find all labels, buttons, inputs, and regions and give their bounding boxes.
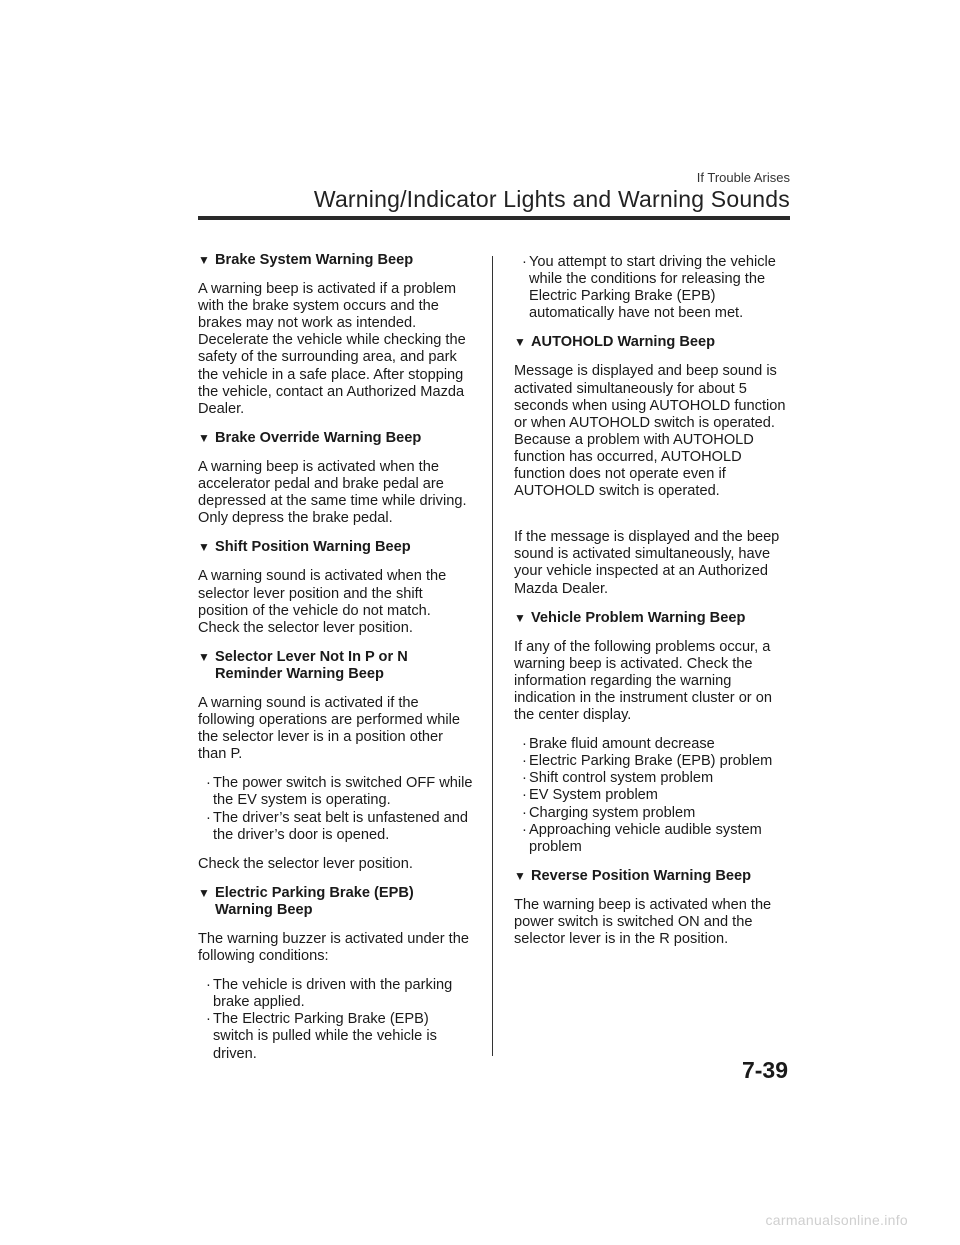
list-item bbox=[520, 736, 789, 753]
list-item-text: You attempt to start driving the vehicle while the conditions for releasing the Electric Parking Brake (EPB) automatically have not been met. bbox=[529, 254, 776, 322]
heading-text: Shift Position Warning Beep bbox=[215, 539, 411, 556]
heading-text: Electric Parking Brake (EPB) Warning Beep bbox=[215, 884, 414, 918]
paragraph: If any of the following problems occur, a warning beep is activated. Check the information regarding the warning indication in the instrument cluster or on the center display. bbox=[514, 638, 772, 724]
heading-text: Selector Lever Not In P or N Reminder Warning Beep bbox=[215, 648, 408, 682]
triangle-down-icon: ▼ bbox=[198, 430, 210, 445]
bullet-dot: · bbox=[206, 809, 211, 826]
list-item bbox=[520, 254, 789, 322]
paragraph: The warning beep is activated when the power switch is switched ON and the selector lever is in the R position. bbox=[514, 896, 772, 948]
list-item-text: The Electric Parking Brake (EPB) switch is pulled while the vehicle is driven. bbox=[213, 1011, 437, 1062]
list-item-text: EV System problem bbox=[529, 787, 658, 804]
paragraph: Because a problem with AUTOHOLD function has occurred, AUTOHOLD function does not operate even if AUTOHOLD switch is operated. bbox=[514, 431, 754, 500]
bullet-list bbox=[198, 775, 473, 843]
list-item-text: Shift control system problem bbox=[529, 770, 714, 787]
list-item bbox=[204, 775, 473, 809]
list-item bbox=[204, 810, 473, 844]
triangle-down-icon: ▼ bbox=[198, 885, 210, 900]
bullet-dot: · bbox=[522, 753, 527, 770]
page-header bbox=[198, 170, 790, 220]
list-item bbox=[204, 1011, 473, 1062]
triangle-down-icon: ▼ bbox=[198, 649, 210, 664]
section-heading bbox=[198, 430, 473, 447]
section-heading bbox=[514, 334, 789, 351]
paragraph: A warning beep is activated if a problem with the brake system occurs and the brakes may not work as intended. Decelerate the vehicle while checking the safety of the surrounding area, and park the vehicle in a safe place. After stopping the vehicle, contact an Authorized Mazda Dealer. bbox=[198, 281, 466, 417]
list-item bbox=[520, 753, 789, 770]
bullet-dot: · bbox=[522, 821, 527, 838]
heading-text: Brake System Warning Beep bbox=[215, 252, 414, 268]
heading-text: Reverse Position Warning Beep bbox=[531, 867, 752, 884]
header-rule bbox=[198, 216, 790, 220]
bullet-dot: · bbox=[522, 804, 527, 821]
right-column bbox=[514, 254, 789, 960]
list-item-text: The vehicle is driven with the parking brake applied. bbox=[213, 977, 453, 1011]
heading-text: Vehicle Problem Warning Beep bbox=[531, 609, 746, 626]
list-item-text: Approaching vehicle audible system problem bbox=[529, 821, 762, 855]
list-item-text: The driver’s seat belt is unfastened and the driver’s door is opened. bbox=[213, 809, 469, 843]
bullet-list bbox=[514, 736, 789, 856]
bullet-dot: · bbox=[522, 787, 527, 804]
list-item-text: Brake fluid amount decrease bbox=[529, 736, 715, 753]
bullet-dot: · bbox=[206, 775, 211, 792]
page-number: 7-39 bbox=[741, 1057, 788, 1083]
paragraph: A warning sound is activated if the following operations are performed while the selector lever is in a position other than P. bbox=[198, 694, 461, 763]
section-heading bbox=[198, 649, 473, 683]
section-heading bbox=[198, 885, 473, 919]
heading-text: Brake Override Warning Beep bbox=[215, 429, 422, 446]
list-item-text: The power switch is switched OFF while the EV system is operating. bbox=[213, 775, 473, 809]
section-heading bbox=[514, 868, 789, 885]
triangle-down-icon: ▼ bbox=[198, 540, 210, 555]
paragraph: If the message is displayed and the beep sound is activated simultaneously, have your vehicle inspected at an Authorized Mazda Dealer. bbox=[514, 529, 780, 597]
paragraph: A warning beep is activated when the accelerator pedal and brake pedal are depressed at the same time while driving. Only depress the brake pedal. bbox=[198, 458, 467, 527]
section-heading bbox=[514, 610, 789, 627]
bullet-dot: · bbox=[522, 254, 527, 270]
bullet-dot: · bbox=[206, 1011, 211, 1028]
column-divider bbox=[492, 256, 493, 1056]
triangle-down-icon: ▼ bbox=[198, 253, 210, 267]
bullet-list bbox=[514, 254, 789, 322]
section-heading bbox=[198, 252, 473, 269]
bullet-list bbox=[198, 977, 473, 1062]
paragraph: Message is displayed and beep sound is activated simultaneously for about 5 seconds when using AUTOHOLD function or when AUTOHOLD switch is operated. bbox=[514, 363, 786, 431]
list-item bbox=[520, 787, 789, 804]
bullet-dot: · bbox=[206, 977, 211, 994]
heading-text: AUTOHOLD Warning Beep bbox=[531, 334, 716, 351]
bullet-dot: · bbox=[522, 770, 527, 787]
triangle-down-icon: ▼ bbox=[514, 868, 526, 883]
section-title: Warning/Indicator Lights and Warning Sounds bbox=[313, 186, 790, 212]
section-heading bbox=[198, 539, 473, 556]
triangle-down-icon: ▼ bbox=[514, 610, 526, 625]
paragraph: Check the selector lever position. bbox=[198, 855, 413, 872]
left-column bbox=[198, 252, 473, 1075]
paragraph: The warning buzzer is activated under the following conditions: bbox=[198, 931, 469, 965]
paragraph: A warning sound is activated when the selector lever position and the shift position of the vehicle do not match. Check the selector lever position. bbox=[198, 568, 447, 636]
chapter-label: If Trouble Arises bbox=[696, 170, 790, 185]
list-item bbox=[520, 822, 789, 856]
list-item-text: Charging system problem bbox=[529, 804, 696, 821]
spacer bbox=[514, 512, 789, 529]
watermark: carmanualsonline.info bbox=[765, 1212, 908, 1228]
bullet-dot: · bbox=[522, 736, 527, 753]
triangle-down-icon: ▼ bbox=[514, 335, 526, 350]
list-item bbox=[204, 977, 473, 1011]
list-item bbox=[520, 805, 789, 822]
list-item-text: Electric Parking Brake (EPB) problem bbox=[529, 753, 773, 770]
list-item bbox=[520, 770, 789, 787]
